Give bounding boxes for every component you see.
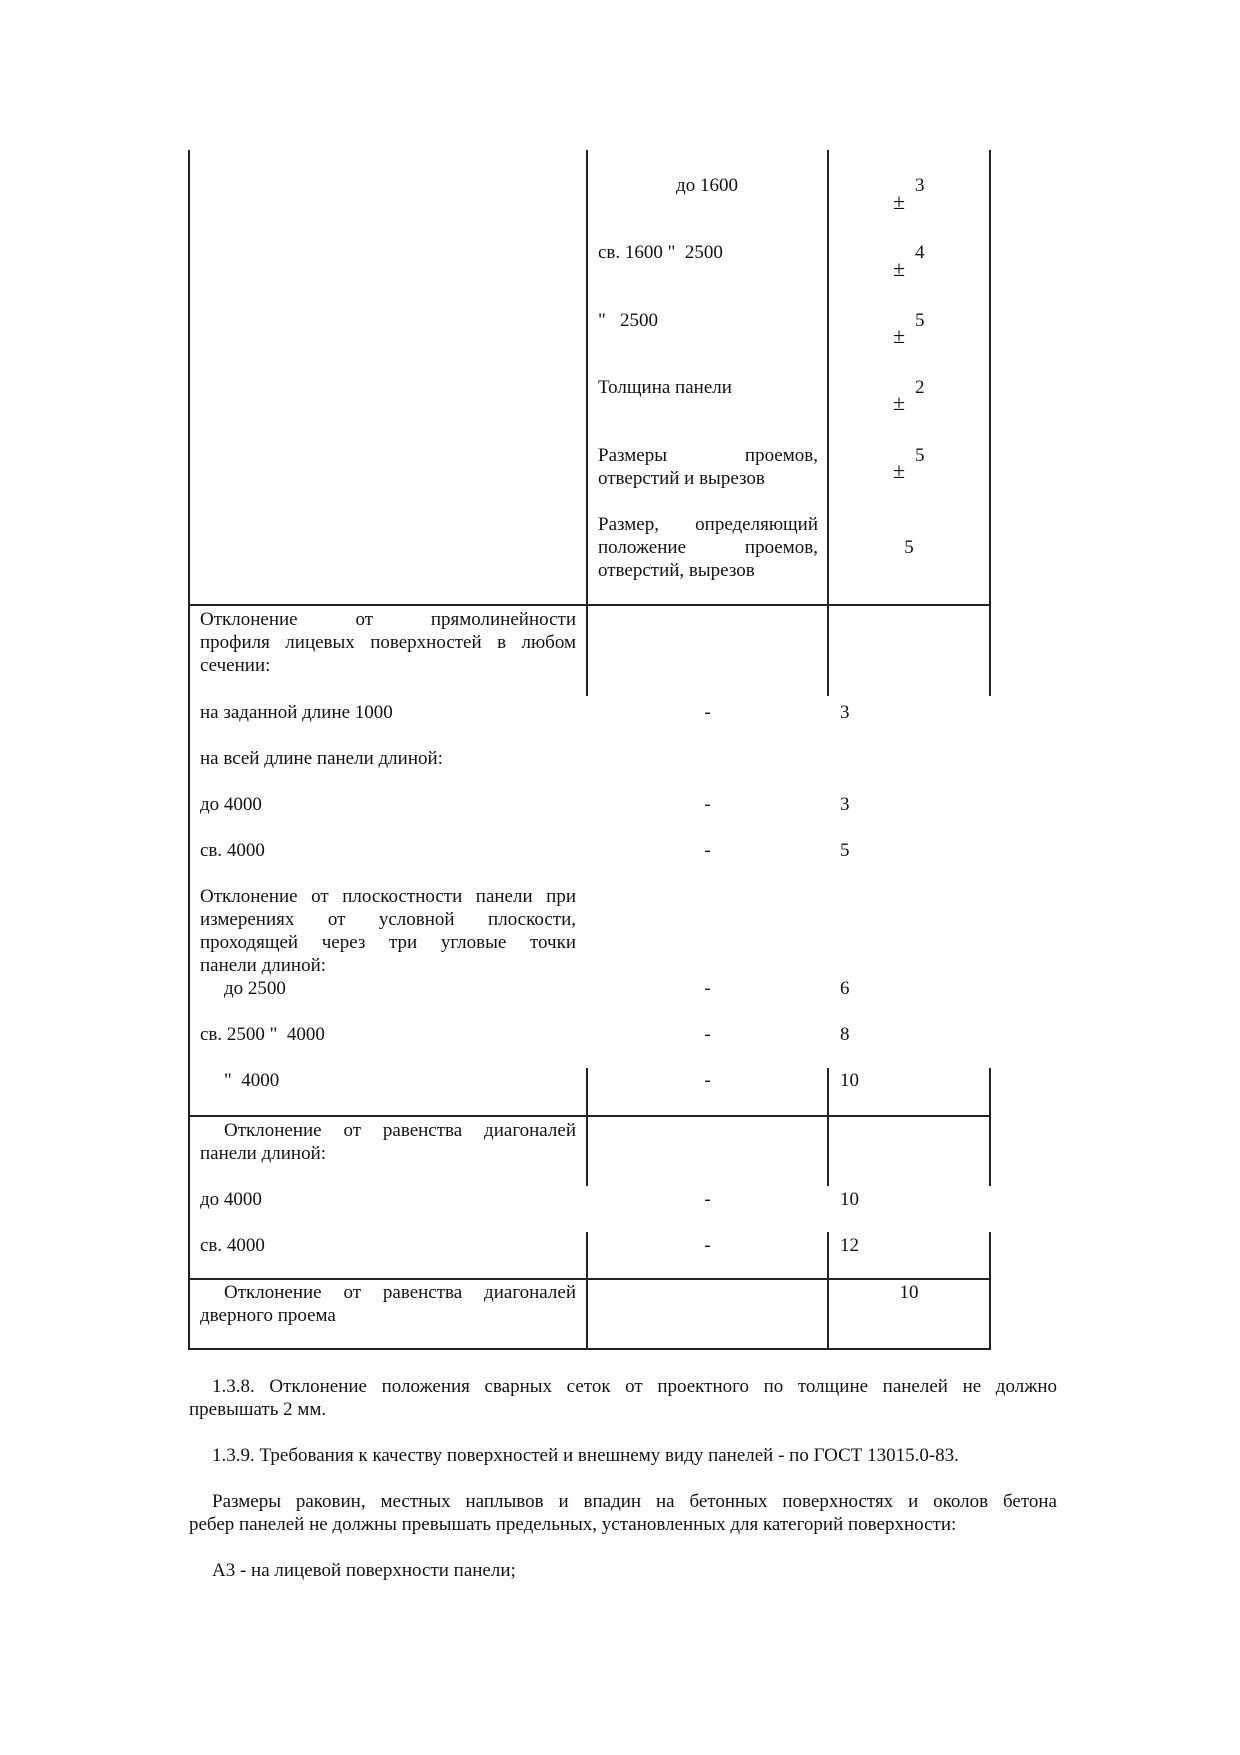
row-separator-3 — [188, 1278, 991, 1280]
param-cell-line: отверстий, вырезов — [598, 560, 755, 581]
plus-minus-icon: ± — [893, 323, 906, 348]
paragraph-1-3-8-line: превышать 2 мм. — [189, 1399, 327, 1420]
row-value: 12 — [840, 1235, 859, 1256]
row-mid: - — [704, 1235, 711, 1256]
row-mid: - — [704, 794, 711, 815]
table-bottom-border — [188, 1348, 991, 1350]
param-cell: до 1600 — [676, 175, 738, 196]
row-label: св. 2500 " 4000 — [200, 1024, 325, 1045]
row-value: 10 — [899, 1282, 919, 1303]
row-mid: - — [704, 1024, 711, 1045]
row-mid: - — [704, 1189, 711, 1210]
paragraph-sizes-line: ребер панелей не должны превышать предельных, установленных для категорий поверхности: — [189, 1514, 957, 1535]
tolerance-value: 5 — [915, 310, 925, 331]
paragraph-sizes-line: Размеры раковин, местных наплывов и впадин на бетонных поверхностях и околов бетона — [212, 1491, 1057, 1512]
section-heading-line: панели длиной: — [200, 1143, 327, 1164]
section-heading-line: сечении: — [200, 655, 271, 676]
row-value: 5 — [840, 840, 850, 861]
row-value: 6 — [840, 978, 850, 999]
section-heading-line: Отклонение от прямолинейности — [200, 609, 576, 630]
tolerance-value: 5 — [915, 445, 925, 466]
param-cell: св. 1600 " 2500 — [598, 242, 723, 263]
flatness-heading-line: Отклонение от плоскостности панели при — [200, 886, 576, 907]
row-label: св. 4000 — [200, 840, 265, 861]
plus-minus-icon: ± — [893, 458, 906, 483]
plus-minus-icon: ± — [893, 189, 906, 214]
tolerance-value: 4 — [915, 242, 925, 263]
row-separator-2 — [188, 1115, 991, 1117]
table-left-border — [188, 150, 190, 1350]
row-value: 10 — [840, 1189, 859, 1210]
row-mid: - — [704, 840, 711, 861]
row-label: " 4000 — [224, 1070, 280, 1091]
section-heading-line: профиля лицевых поверхностей в любом — [200, 632, 576, 653]
row-value: 10 — [840, 1070, 859, 1091]
param-cell-line: Размеры проемов, — [598, 445, 818, 466]
flatness-heading-line: проходящей через три угловые точки — [200, 932, 576, 953]
row-value: 3 — [840, 794, 850, 815]
row-label: св. 4000 — [200, 1235, 265, 1256]
paragraph-1-3-9: 1.3.9. Требования к качеству поверхностей и внешнему виду панелей - по ГОСТ 13015.0-83. — [212, 1445, 959, 1466]
section-heading-line: дверного проема — [200, 1305, 336, 1326]
tolerance-value: 5 — [904, 537, 914, 558]
row-mid: - — [704, 1070, 711, 1091]
row-value: 8 — [840, 1024, 850, 1045]
flatness-heading-line: панели длиной: — [200, 955, 327, 976]
param-cell: Толщина панели — [598, 377, 732, 398]
row-label: до 4000 — [200, 1189, 262, 1210]
row-separator-1 — [188, 604, 991, 606]
param-cell-line: Размер, определяющий — [598, 514, 818, 535]
param-cell: " 2500 — [598, 310, 659, 331]
section-heading-line: Отклонение от равенства диагоналей — [224, 1282, 576, 1303]
row-mid: - — [704, 978, 711, 999]
paragraph-a3: А3 - на лицевой поверхности панели; — [212, 1560, 516, 1581]
row-label: до 4000 — [200, 794, 262, 815]
row-label: до 2500 — [224, 978, 286, 999]
plus-minus-icon: ± — [893, 256, 906, 281]
row-label: на заданной длине 1000 — [200, 702, 393, 723]
tolerance-value: 2 — [915, 377, 925, 398]
row-value: 3 — [840, 702, 850, 723]
section-heading-line: Отклонение от равенства диагоналей — [224, 1120, 576, 1141]
row-label: на всей длине панели длиной: — [200, 748, 443, 769]
param-cell-line: положение проемов, — [598, 537, 818, 558]
row-mid: - — [704, 702, 711, 723]
flatness-heading-line: измерениях от условной плоскости, — [200, 909, 576, 930]
tolerance-value: 3 — [915, 175, 925, 196]
plus-minus-icon: ± — [893, 390, 906, 415]
param-cell-line: отверстий и вырезов — [598, 468, 765, 489]
paragraph-1-3-8-line: 1.3.8. Отклонение положения сварных сеток от проектного по толщине панелей не должно — [212, 1376, 1057, 1397]
